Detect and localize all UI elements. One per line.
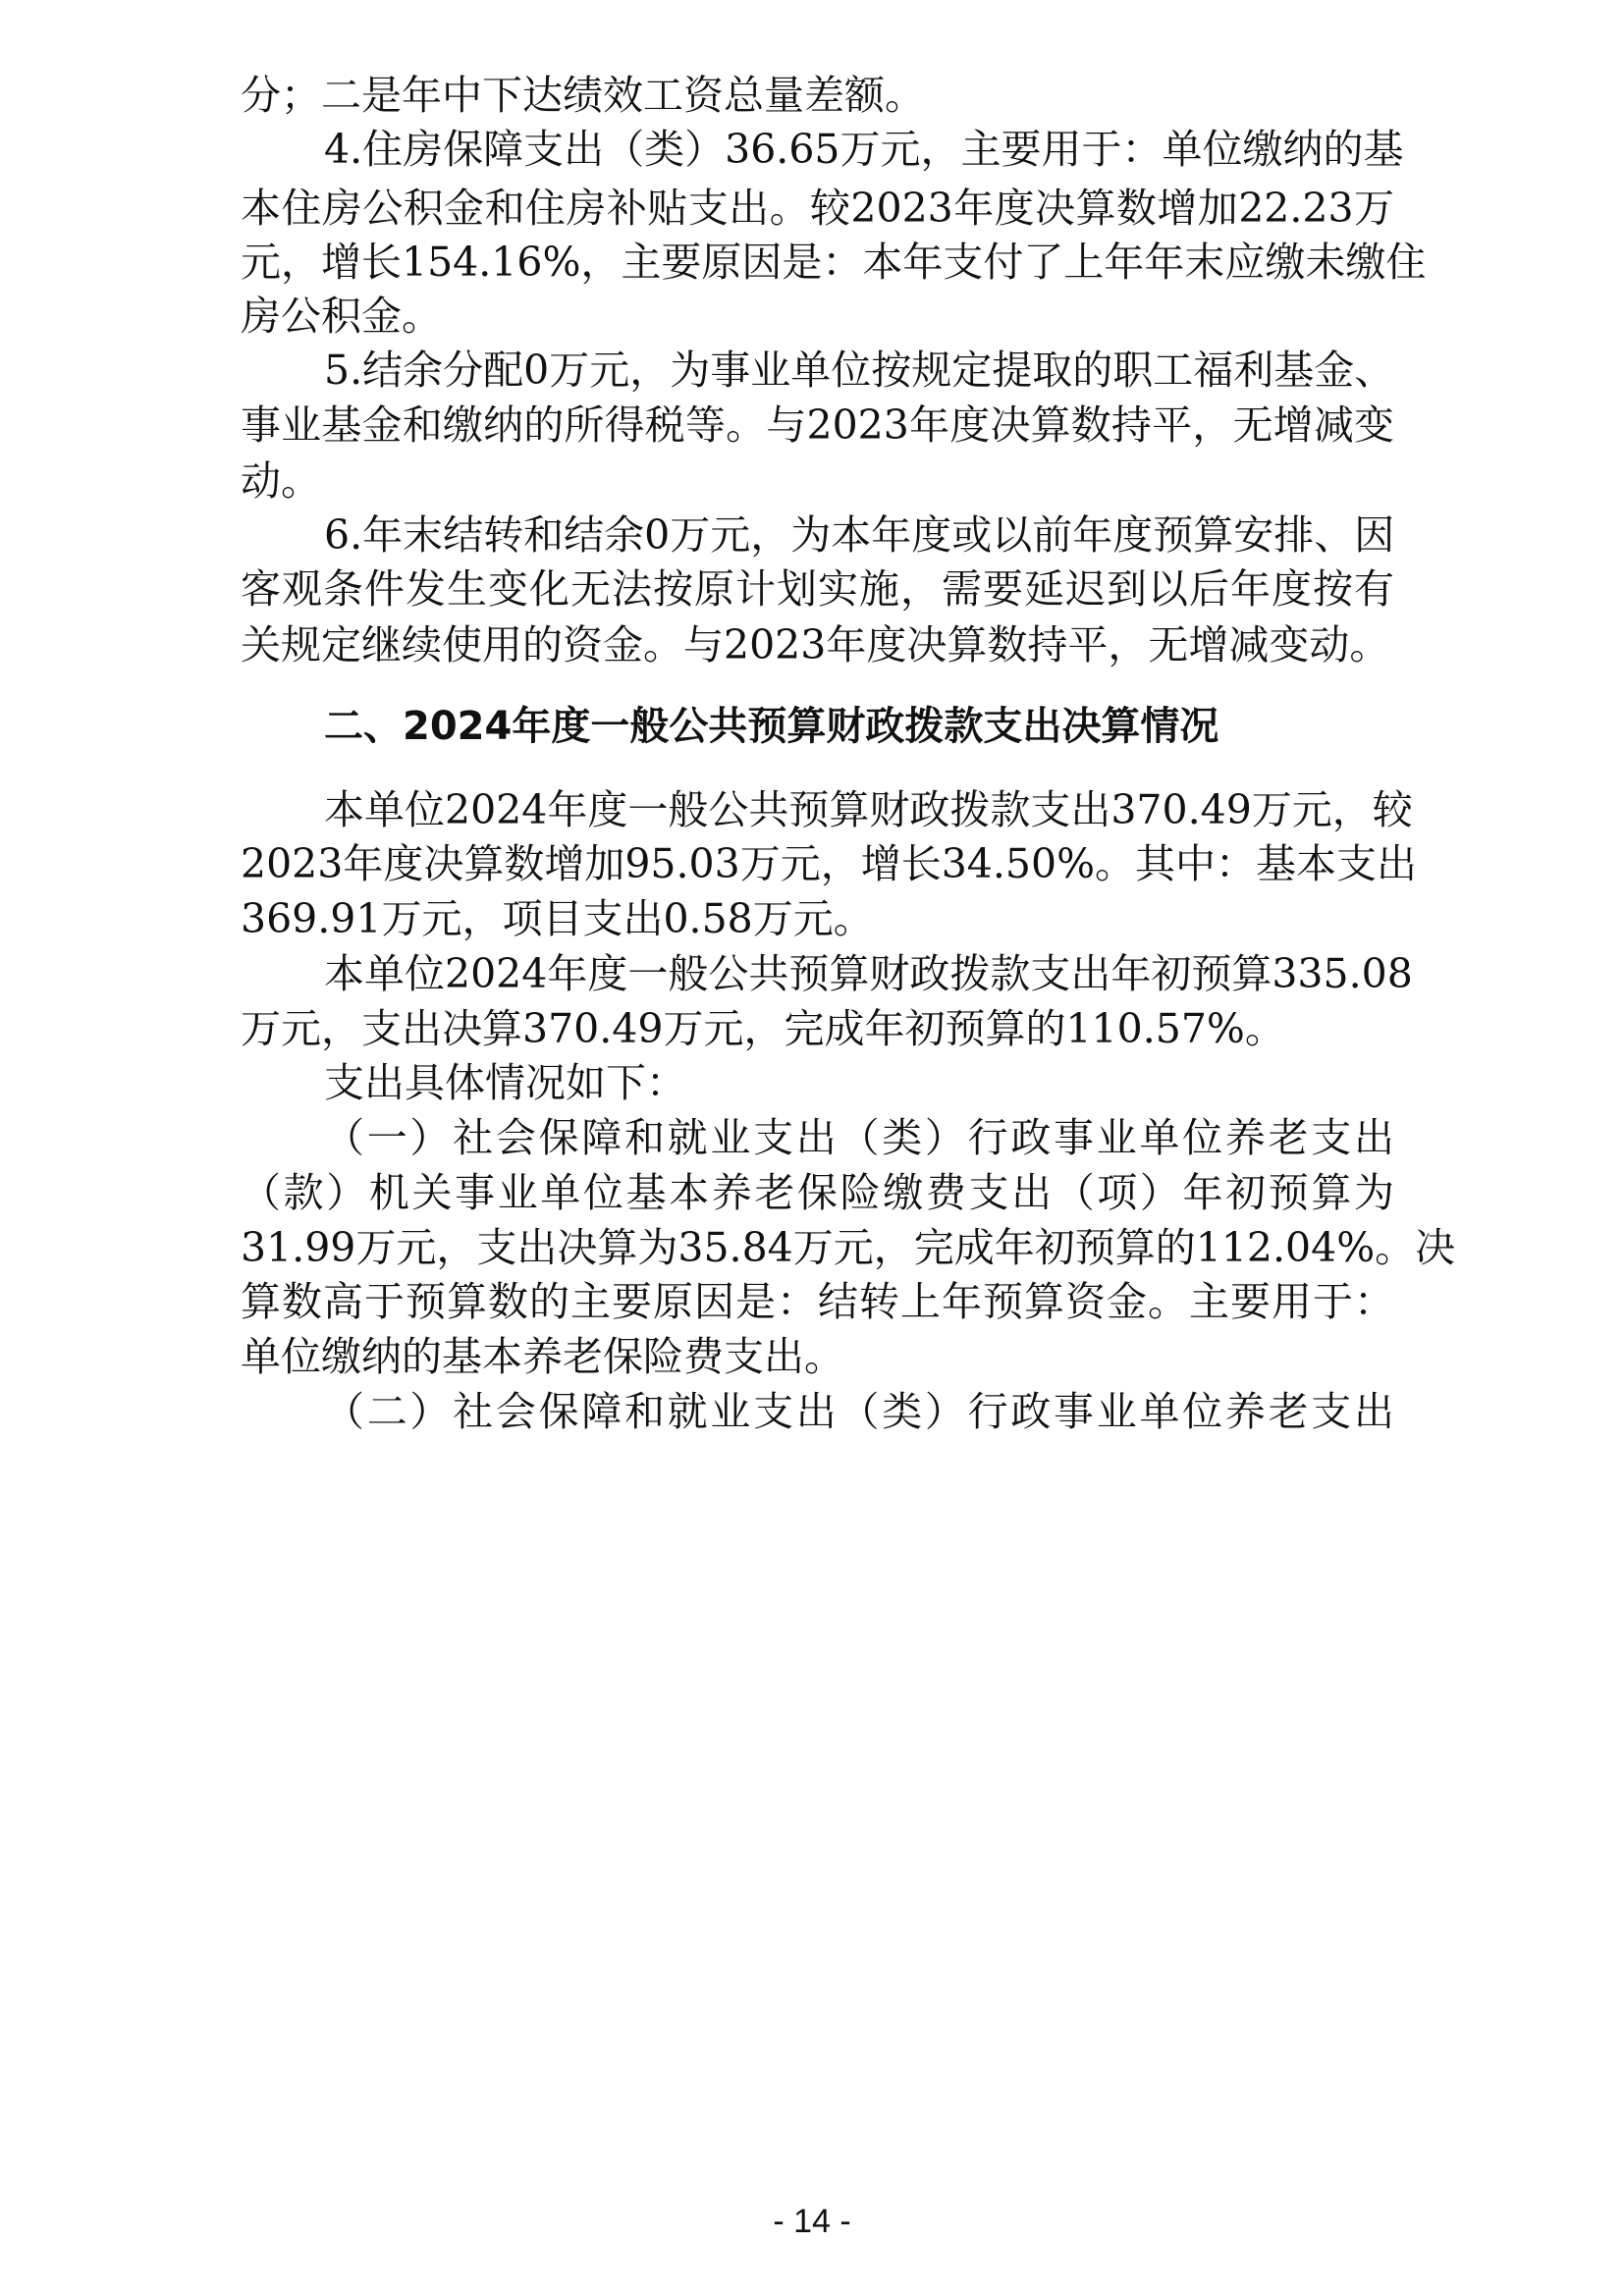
paragraph-line: 动。	[241, 457, 321, 505]
paragraph-line: 关规定继续使用的资金。与2023年度决算数持平，无增减变动。	[241, 621, 1390, 668]
paragraph-line: 2023年度决算数增加95.03万元，增长34.50%。其中：基本支出	[241, 840, 1418, 887]
paragraph-line: 本单位2024年度一般公共预算财政拨款支出370.49万元，较	[324, 786, 1413, 833]
paragraph-line: （款）机关事业单位基本养老保险缴费支出（项）年初预算为	[241, 1169, 1394, 1216]
paragraph-line: （二）社会保障和就业支出（类）行政事业单位养老支出	[324, 1388, 1394, 1435]
paragraph-line: 算数高于预算数的主要原因是：结转上年预算资金。主要用于：	[241, 1278, 1394, 1325]
paragraph-line: 单位缴纳的基本养老保险费支出。	[241, 1333, 844, 1380]
paragraph-line: 本单位2024年度一般公共预算财政拨款支出年初预算335.08	[324, 950, 1413, 997]
paragraph-line: 6.年末结转和结余0万元，为本年度或以前年度预算安排、因	[324, 511, 1395, 559]
paragraph-line: 分；二是年中下达绩效工资总量差额。	[241, 72, 925, 119]
section-heading: 二、2024年度一般公共预算财政拨款支出决算情况	[324, 704, 1219, 749]
paragraph-line: 万元，支出决算370.49万元，完成年初预算的110.57%。	[241, 1005, 1285, 1052]
paragraph-line: 31.99万元，支出决算为35.84万元，完成年初预算的112.04%。决	[241, 1224, 1456, 1271]
paragraph-line: 元，增长154.16%，主要原因是：本年支付了上年年末应缴未缴住	[241, 239, 1427, 286]
paragraph-line: 房公积金。	[241, 293, 442, 340]
paragraph-line: 支出具体情况如下：	[324, 1059, 686, 1106]
page-number: - 14 -	[773, 2203, 851, 2240]
paragraph-line: 369.91万元，项目支出0.58万元。	[241, 895, 874, 942]
paragraph-line: 客观条件发生变化无法按原计划实施，需要延迟到以后年度按有	[241, 565, 1394, 613]
paragraph-line: （一）社会保障和就业支出（类）行政事业单位养老支出	[324, 1114, 1394, 1161]
paragraph-line: 事业基金和缴纳的所得税等。与2023年度决算数持平，无增减变	[241, 401, 1394, 449]
paragraph-line: 4.住房保障支出（类）36.65万元，主要用于：单位缴纳的基	[324, 126, 1404, 173]
paragraph-line: 本住房公积金和住房补贴支出。较2023年度决算数增加22.23万	[241, 185, 1394, 232]
paragraph-line: 5.结余分配0万元，为事业单位按规定提取的职工福利基金、	[324, 347, 1395, 394]
